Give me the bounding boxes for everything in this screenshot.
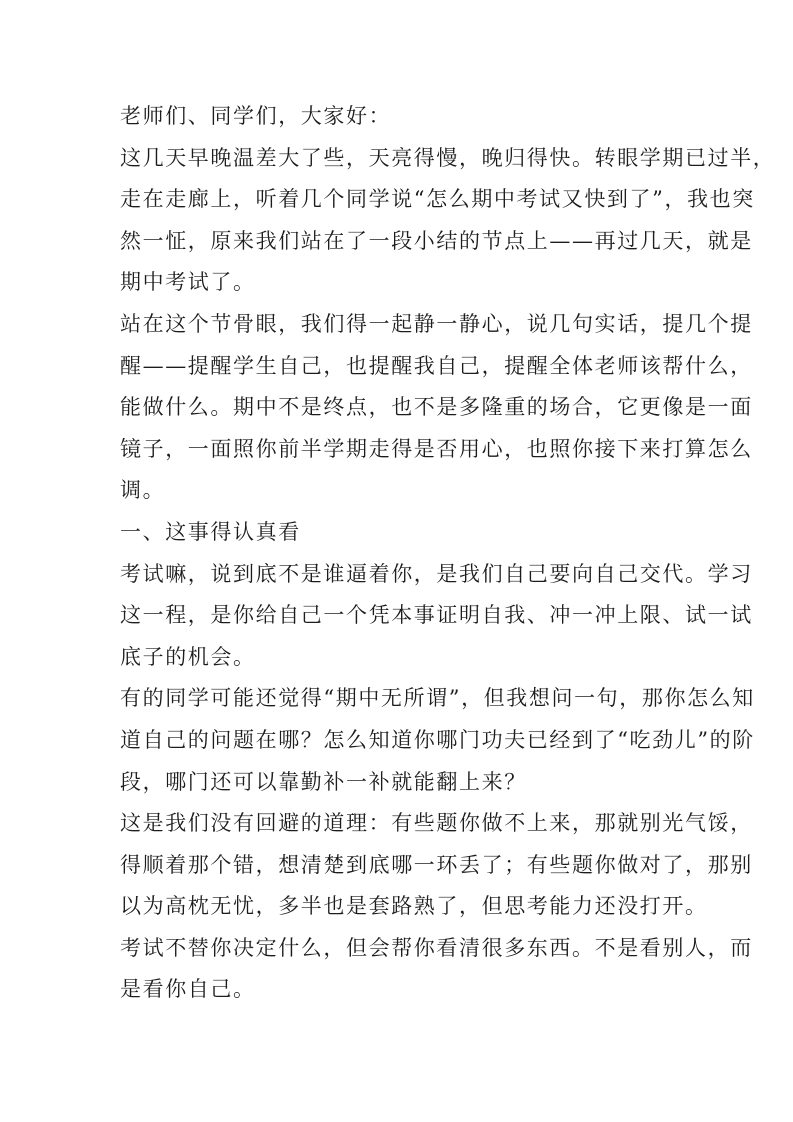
greeting: 老师们、同学们，大家好： — [120, 104, 392, 128]
text-line: 得顺着那个错，想清楚到底哪一环丢了；有些题你做对了，那别 — [120, 852, 753, 877]
text-line: 然一怔，原来我们站在了一段小结的节点上——再过几天，就是 — [120, 228, 753, 253]
text-line: 走在走廊上，听着几个同学说“怎么期中考试又快到了”，我也突 — [120, 187, 755, 212]
text-line: 这是我们没有回避的道理：有些题你做不上来，那就别光气馁， — [120, 811, 753, 836]
text-line: 镜子，一面照你前半学期走得是否用心，也照你接下来打算怎么 — [120, 436, 753, 461]
text-line: 道自己的问题在哪？怎么知道你哪门功夫已经到了“吃劲儿”的阶 — [120, 727, 755, 752]
text-line: 底子的机会。 — [120, 644, 256, 669]
text-line: 以为高枕无忧，多半也是套路熟了，但思考能力还没打开。 — [120, 894, 708, 919]
paragraph-2 — [120, 304, 753, 512]
heading-text: 一、这事得认真看 — [120, 519, 301, 544]
paragraph-1 — [120, 138, 776, 304]
paragraph-6 — [120, 928, 753, 1011]
text-line: 是看你自己。 — [120, 977, 256, 1002]
text-line: 醒——提醒学生自己，也提醒我自己，提醒全体老师该帮什么， — [120, 353, 753, 378]
text-line: 能做什么。期中不是终点，也不是多隆重的场合，它更像是一面 — [120, 395, 753, 420]
section-heading-1 — [120, 512, 680, 554]
paragraph-4 — [120, 678, 755, 803]
text-line: 考试嘛，说到底不是谁逼着你，是我们自己要向自己交代。学习 — [120, 561, 753, 586]
paragraph-5 — [120, 803, 753, 928]
text-line: 有的同学可能还觉得“期中无所谓”，但我想问一句，那你怎么知 — [120, 686, 755, 711]
text-line: 这几天早晚温差大了些，天亮得慢，晚归得快。转眼学期已过半， — [120, 145, 776, 170]
text-line: 期中考试了。 — [120, 270, 256, 295]
text-line: 这一程，是你给自己一个凭本事证明自我、冲一冲上限、试一试 — [120, 603, 753, 628]
paragraph-3 — [120, 554, 753, 679]
text-line: 调。 — [120, 478, 166, 503]
document-body — [120, 96, 776, 1011]
text-line: 考试不替你决定什么，但会帮你看清很多东西。不是看别人，而 — [120, 935, 753, 960]
text-line: 站在这个节骨眼，我们得一起静一静心，说几句实话，提几个提 — [120, 311, 753, 336]
text-line: 段，哪门还可以靠勤补一补就能翻上来？ — [120, 769, 527, 794]
